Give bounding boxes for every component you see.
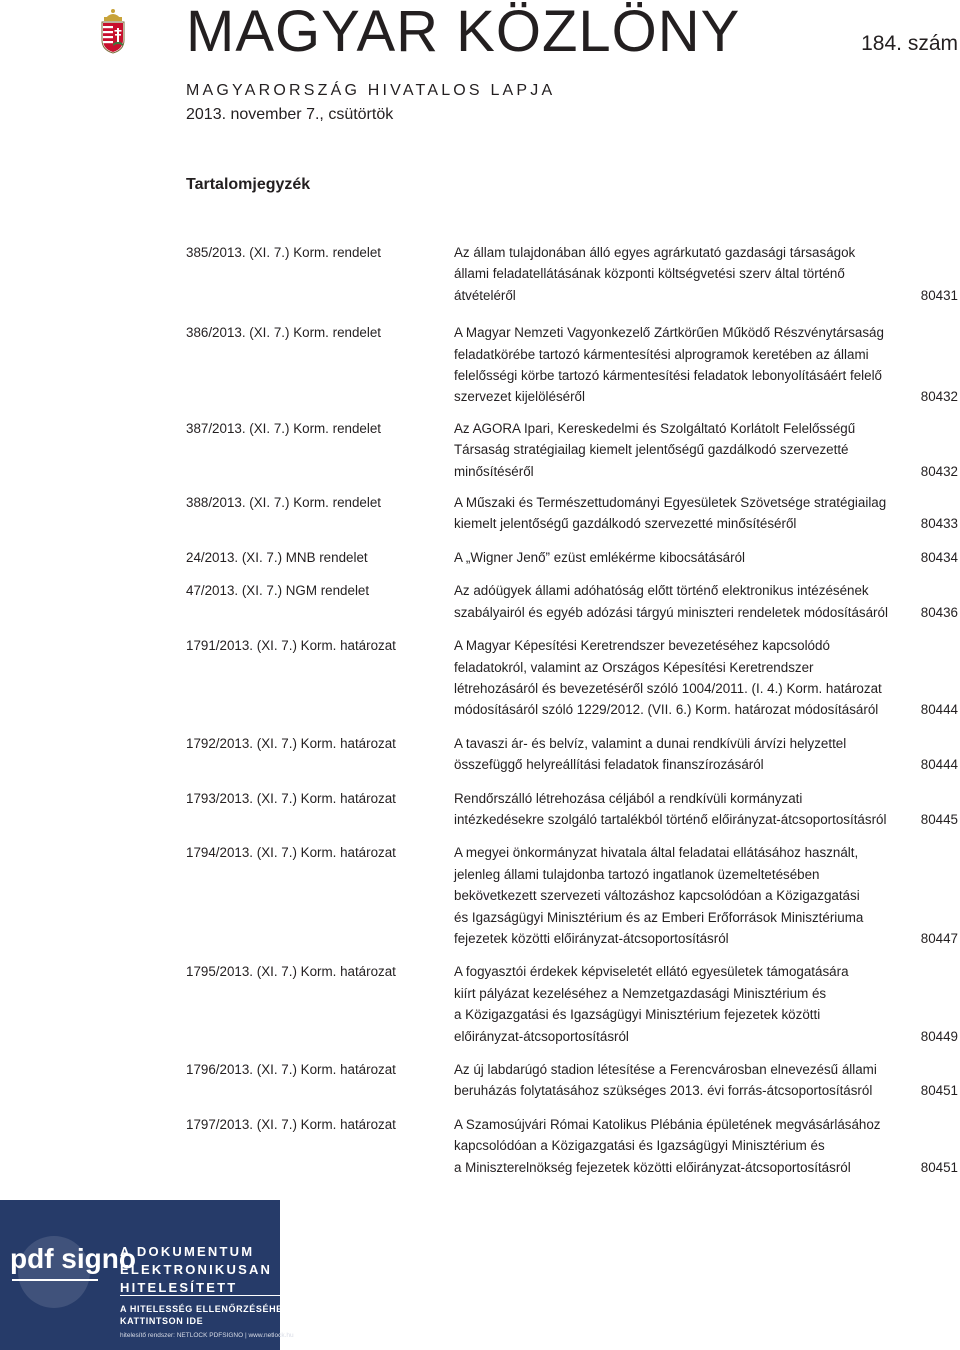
toc-entry-title-text: és Igazságügyi Minisztérium és az Emberi Erőforrások Minisztériuma: [454, 909, 864, 925]
toc-entry-title-line: [454, 285, 958, 306]
toc-entry-page-number: 80451: [920, 1083, 958, 1099]
toc-entry-title-line: [454, 263, 958, 284]
toc-entry-title-text: szervezet kijelöléséről: [454, 389, 585, 405]
toc-entry-title-line: [454, 733, 958, 754]
toc-entry-title-text: Az állam tulajdonában álló egyes agrárkutató gazdasági társaságok: [454, 245, 856, 260]
toc-entry-page-number: 80436: [920, 604, 958, 620]
toc-entry-title-line: [454, 657, 958, 678]
toc-entry-page-number: 80449: [920, 1028, 958, 1044]
toc-entry-title-text: bekövetkezett szervezeti változáshoz kapcsolódóan a Közigazgatási: [454, 888, 860, 904]
toc-entry-title-text: kiemelt jelentőségű gazdálkodó szervezetté minősítéséről: [454, 516, 797, 532]
toc-entry-title-text: állami feladatellátásának központi költségvetési szerv által történő: [454, 266, 845, 282]
toc-entry-title-text: átvételéről: [454, 287, 516, 303]
toc-entry-title-text: jelenleg állami tulajdonba tartozó ingatlanok üzemeltetésében: [454, 866, 820, 882]
toc-entry-reference: 1793/2013. (XI. 7.) Korm. határozat: [186, 790, 396, 806]
toc-entry-page-number: 80434: [920, 549, 958, 565]
toc-entry-title-text: A Szamosújvári Római Katolikus Plébánia épületének megvásárlásához: [454, 1116, 881, 1132]
toc-entry-title-line: [454, 1004, 958, 1025]
toc-entry-page-number: 80445: [920, 811, 958, 827]
toc-entry-title-text: Az adóügyek állami adóhatóság előtt történő elektronikus intézésének: [454, 583, 869, 599]
badge-line-2: ELEKTRONIKUSAN: [120, 1262, 273, 1277]
toc-entry-title-text: A Magyar Nemzeti Vagyonkezelő Zártkörűen Működő Részvénytársaság: [454, 325, 884, 341]
badge-line-3: HITELESÍTETT: [120, 1280, 280, 1296]
toc-entry-page-number: 80432: [920, 389, 958, 405]
toc-entry-title: [454, 842, 958, 949]
toc-entry-title-line: [454, 513, 958, 534]
toc-entry-title-line: [454, 961, 958, 982]
toc-entry-title-line: [454, 864, 958, 885]
toc-entry[interactable]: [186, 492, 958, 535]
toc-entry[interactable]: [186, 1114, 958, 1178]
badge-cta-line-2[interactable]: KATTINTSON IDE: [120, 1316, 204, 1326]
toc-entry-reference: 386/2013. (XI. 7.) Korm. rendelet: [186, 325, 382, 341]
toc-entry-reference: 387/2013. (XI. 7.) Korm. rendelet: [186, 420, 382, 436]
toc-entry-title-line: [454, 580, 958, 601]
toc-entry-title-text: kapcsolódóan a Közigazgatási és Igazságügyi Minisztérium és: [454, 1138, 825, 1154]
toc-entry-title-line: [454, 1114, 958, 1135]
toc-entry-title-text: létrehozásáról és bevezetéséről szóló 1004/2011. (I. 4.) Korm. határozat: [454, 680, 882, 696]
toc-entry-reference: 1795/2013. (XI. 7.) Korm. határozat: [186, 964, 396, 980]
toc-entry-title-line: [454, 885, 958, 906]
badge-line-1: A DOKUMENTUM: [120, 1244, 255, 1259]
publication-subtitle: MAGYARORSZÁG HIVATALOS LAPJA: [186, 82, 556, 99]
toc-entry-reference: 1797/2013. (XI. 7.) Korm. határozat: [186, 1116, 396, 1132]
toc-entry-title-text: módosításáról szóló 1229/2012. (VII. 6.) Korm. határozat módosításáról: [454, 702, 879, 718]
toc-entry-title-line: [454, 678, 958, 699]
toc-entry-title-text: a Közigazgatási és Igazságügyi Minisztérium fejezetek közötti: [454, 1007, 821, 1023]
toc-entry-title: [454, 1114, 958, 1178]
toc-entry[interactable]: [186, 961, 958, 1047]
pdf-signo-logo-icon: [2, 1232, 136, 1310]
toc-entry-title-text: a Miniszterelnökség fejezetek közötti előirányzat-átcsoportosításról: [454, 1159, 851, 1175]
toc-entry-title-line: [454, 809, 958, 830]
toc-entry[interactable]: [186, 635, 958, 721]
toc-entry[interactable]: [186, 547, 958, 568]
toc-entry-reference: 385/2013. (XI. 7.) Korm. rendelet: [186, 245, 382, 260]
toc-entry[interactable]: [186, 418, 958, 482]
toc-entry-title-line: [454, 907, 958, 928]
toc-entry-reference: 24/2013. (XI. 7.) MNB rendelet: [186, 549, 368, 565]
toc-entry-reference: 388/2013. (XI. 7.) Korm. rendelet: [186, 495, 382, 511]
toc-entry-title-line: [454, 344, 958, 365]
table-of-contents: [186, 242, 958, 1190]
issue-number: 184. szám: [861, 32, 958, 55]
toc-entry[interactable]: [186, 842, 958, 949]
masthead-title: MAGYAR KÖZLÖNY: [186, 0, 741, 64]
toc-entry-title-text: Az új labdarúgó stadion létesítése a Ferencvárosban elnevezésű állami: [454, 1062, 877, 1077]
toc-entry-title-line: [454, 983, 958, 1004]
toc-entry-reference: 1796/2013. (XI. 7.) Korm. határozat: [186, 1062, 396, 1077]
toc-entry-title-text: feladatokról, valamint az Országos Képesítési Keretrendszer: [454, 659, 814, 675]
authentication-badge[interactable]: [0, 1200, 294, 1350]
toc-entry-page-number: 80451: [920, 1159, 958, 1175]
badge-cta-line-1[interactable]: A HITELESSÉG ELLENŐRZÉSÉHEZ: [120, 1304, 289, 1314]
toc-entry-title: [454, 322, 958, 408]
toc-entry-title-line: [454, 635, 958, 656]
toc-entry[interactable]: [186, 322, 958, 408]
toc-entry-title-line: [454, 386, 958, 407]
toc-entry-reference: 1794/2013. (XI. 7.) Korm. határozat: [186, 845, 396, 861]
toc-entry-page-number: 80447: [920, 930, 958, 946]
toc-entry-title: [454, 1059, 958, 1102]
toc-entry-page-number: 80433: [920, 516, 958, 532]
toc-entry-title-text: kiírt pályázat kezeléséhez a Nemzetgazdasági Minisztérium és: [454, 985, 827, 1001]
toc-entry-title-text: Társaság stratégiailag kiemelt jelentőségű gazdálkodó szervezetté: [454, 442, 849, 458]
toc-entry-title-text: intézkedésekre szolgáló tartalékból történő előirányzat-átcsoportosításról: [454, 811, 887, 827]
toc-entry-title-line: [454, 1026, 958, 1047]
toc-entry[interactable]: [186, 788, 958, 831]
toc-entry-reference: 47/2013. (XI. 7.) NGM rendelet: [186, 583, 370, 599]
toc-entry-title-text: A „Wigner Jenő” ezüst emlékérme kibocsátásáról: [454, 549, 745, 565]
toc-entry-title-line: [454, 439, 958, 460]
toc-entry-title-text: A fogyasztói érdekek képviseletét ellátó egyesületek támogatására: [454, 964, 849, 980]
toc-entry[interactable]: [186, 1059, 958, 1102]
toc-entry-title-text: előirányzat-átcsoportosításról: [454, 1028, 629, 1044]
coat-of-arms-icon: [98, 6, 128, 54]
toc-entry-title: [454, 961, 958, 1047]
toc-entry-title-line: [454, 1080, 958, 1101]
badge-footer: hitelesítő rendszer: NETLOCK PDFSIGNO | www.netlock.hu: [120, 1332, 294, 1339]
toc-entry-reference: 1792/2013. (XI. 7.) Korm. határozat: [186, 735, 396, 751]
toc-entry-page-number: 80444: [920, 757, 958, 773]
toc-entry-reference: 1791/2013. (XI. 7.) Korm. határozat: [186, 638, 396, 654]
toc-entry-title-text: A megyei önkormányzat hivatala által feladatai ellátásához használt,: [454, 845, 859, 861]
toc-entry-title: [454, 580, 958, 623]
toc-entry-title: [454, 733, 958, 776]
toc-entry-title-line: [454, 754, 958, 775]
toc-entry-title-line: [454, 842, 958, 863]
toc-entry-page-number: 80431: [920, 287, 958, 303]
toc-entry[interactable]: [186, 242, 958, 306]
issue-date: 2013. november 7., csütörtök: [186, 106, 394, 123]
toc-entry-title-text: A Műszaki és Természettudományi Egyesületek Szövetsége stratégiailag: [454, 495, 887, 511]
toc-entry-title-line: [454, 365, 958, 386]
toc-entry-title-text: feladatkörébe tartozó kármentesítési alprogramok keretében az állami: [454, 346, 869, 362]
toc-entry-title-line: [454, 547, 958, 568]
toc-entry-title-line: [454, 928, 958, 949]
toc-entry-title-text: A Magyar Képesítési Keretrendszer bevezetéséhez kapcsolódó: [454, 638, 830, 654]
toc-entry-title-line: [454, 602, 958, 623]
logo-word-pdf: pdf signo: [10, 1243, 136, 1274]
toc-entry-title-line: [454, 461, 958, 482]
toc-entry[interactable]: [186, 580, 958, 623]
toc-entry-title: [454, 242, 958, 306]
toc-entry-title-line: [454, 1135, 958, 1156]
toc-entry-title: [454, 788, 958, 831]
toc-entry-title-line: [454, 699, 958, 720]
toc-entry-title: [454, 418, 958, 482]
toc-entry-title-line: [454, 1157, 958, 1178]
toc-entry-title-line: [454, 492, 958, 513]
toc-entry-title-text: fejezetek közötti előirányzat-átcsoportosításról: [454, 930, 729, 946]
toc-entry-title-line: [454, 242, 958, 263]
toc-entry-title-text: összefüggő helyreállítási feladatok finanszírozásáról: [454, 757, 764, 773]
toc-entry-title-text: beruházás folytatásához szükséges 2013. évi forrás-átcsoportosításról: [454, 1083, 873, 1099]
toc-entry-title-text: szabályairól és egyéb adózási tárgyú miniszteri rendeletek módosításáról: [454, 604, 888, 620]
toc-entry-page-number: 80444: [920, 702, 958, 718]
toc-entry-title: [454, 635, 958, 721]
toc-entry-title-text: Rendőrszálló létrehozása céljából a rendkívüli kormányzati: [454, 790, 803, 806]
toc-entry-title-line: [454, 322, 958, 343]
toc-entry-page-number: 80432: [920, 463, 958, 479]
toc-entry-title-text: Az AGORA Ipari, Kereskedelmi és Szolgáltató Korlátolt Felelősségű: [454, 420, 856, 436]
toc-entry-title-line: [454, 788, 958, 809]
toc-entry-title: [454, 547, 958, 568]
toc-entry-title-text: minősítéséről: [454, 463, 534, 479]
toc-entry-title-text: felelősségi körbe tartozó kármentesítési feladatok lebonyolításáért felelő: [454, 368, 882, 384]
toc-heading: Tartalomjegyzék: [186, 176, 311, 193]
toc-entry[interactable]: [186, 733, 958, 776]
toc-entry-title-line: [454, 1059, 958, 1080]
toc-entry-title-text: A tavaszi ár- és belvíz, valamint a dunai rendkívüli árvízi helyzettel: [454, 735, 847, 751]
toc-entry-title-line: [454, 418, 958, 439]
toc-entry-title: [454, 492, 958, 535]
